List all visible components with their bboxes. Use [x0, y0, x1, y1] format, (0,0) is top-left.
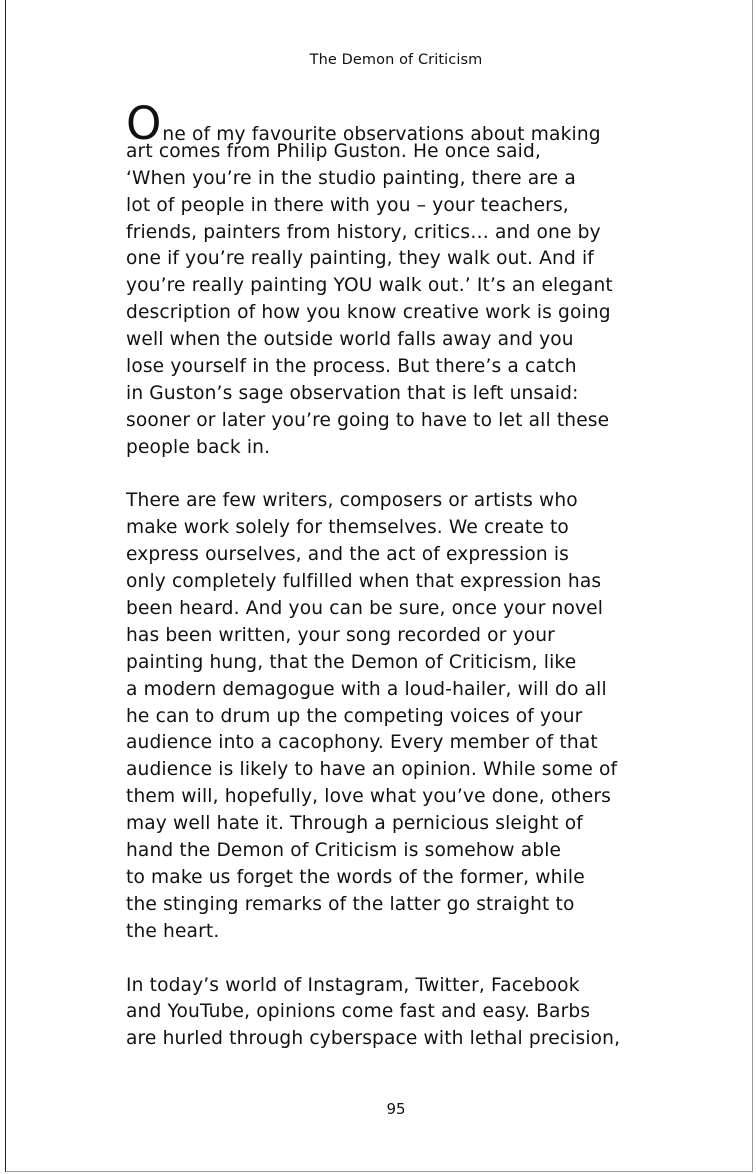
drop-cap: O — [126, 97, 162, 150]
text-line: them will, hopefully, love what you’ve done, others — [126, 786, 611, 808]
text-line: audience is likely to have an opinion. While some of — [126, 759, 618, 781]
text-line — [126, 97, 686, 150]
running-head: The Demon of Criticism — [309, 52, 483, 68]
text-line: in Guston’s sage observation that is left unsaid: — [126, 382, 579, 404]
text-line: may well hate it. Through a pernicious sleight of — [126, 813, 583, 835]
body-text — [126, 97, 686, 1053]
text-line: to make us forget the words of the former, while — [126, 866, 585, 888]
text-line: description of how you know creative work is going — [126, 302, 611, 324]
text-line: express ourselves, and the act of expression is — [126, 544, 570, 566]
text-line: audience into a cacophony. Every member of that — [126, 732, 598, 754]
page-number: 95 — [386, 1100, 406, 1118]
paragraph-gap — [126, 946, 686, 973]
text-line: lot of people in there with you – your teachers, — [126, 194, 569, 216]
text-line: he can to drum up the competing voices of your — [126, 705, 583, 727]
text-line: In today’s world of Instagram, Twitter, Facebook — [126, 974, 580, 996]
text-line: and YouTube, opinions come fast and easy. Barbs — [126, 1001, 591, 1023]
text-line: ‘When you’re in the studio painting, there are a — [126, 167, 576, 189]
text-line: hand the Demon of Criticism is somehow able — [126, 840, 562, 862]
text-line: friends, painters from history, critics… and one by — [126, 221, 601, 243]
text-line: you’re really painting YOU walk out.’ It’s an elegant — [126, 275, 613, 297]
line-text: ne of my favourite observations about making — [162, 124, 601, 145]
paragraph-gap — [126, 462, 686, 489]
text-line: lose yourself in the process. But there’s a catch — [126, 356, 577, 378]
text-line: make work solely for themselves. We create to — [126, 517, 569, 539]
text-line: are hurled through cyberspace with lethal precision, — [126, 1028, 621, 1050]
text-line: people back in. — [126, 436, 271, 458]
text-line: one if you’re really painting, they walk out. And if — [126, 248, 594, 270]
text-line: There are few writers, composers or artists who — [126, 490, 578, 512]
text-line: painting hung, that the Demon of Criticism, like — [126, 651, 577, 673]
text-line: has been written, your song recorded or your — [126, 624, 555, 646]
text-line: well when the outside world falls away and you — [126, 329, 574, 351]
text-line: the heart. — [126, 920, 220, 942]
text-line: been heard. And you can be sure, once your novel — [126, 598, 604, 620]
text-line: sooner or later you’re going to have to let all these — [126, 409, 610, 431]
text-line: art comes from Philip Guston. He once said, — [126, 140, 542, 162]
text-line: the stinging remarks of the latter go straight to — [126, 893, 575, 915]
text-line: only completely fulfilled when that expression has — [126, 571, 602, 593]
text-line: a modern demagogue with a loud-hailer, will do all — [126, 678, 607, 700]
